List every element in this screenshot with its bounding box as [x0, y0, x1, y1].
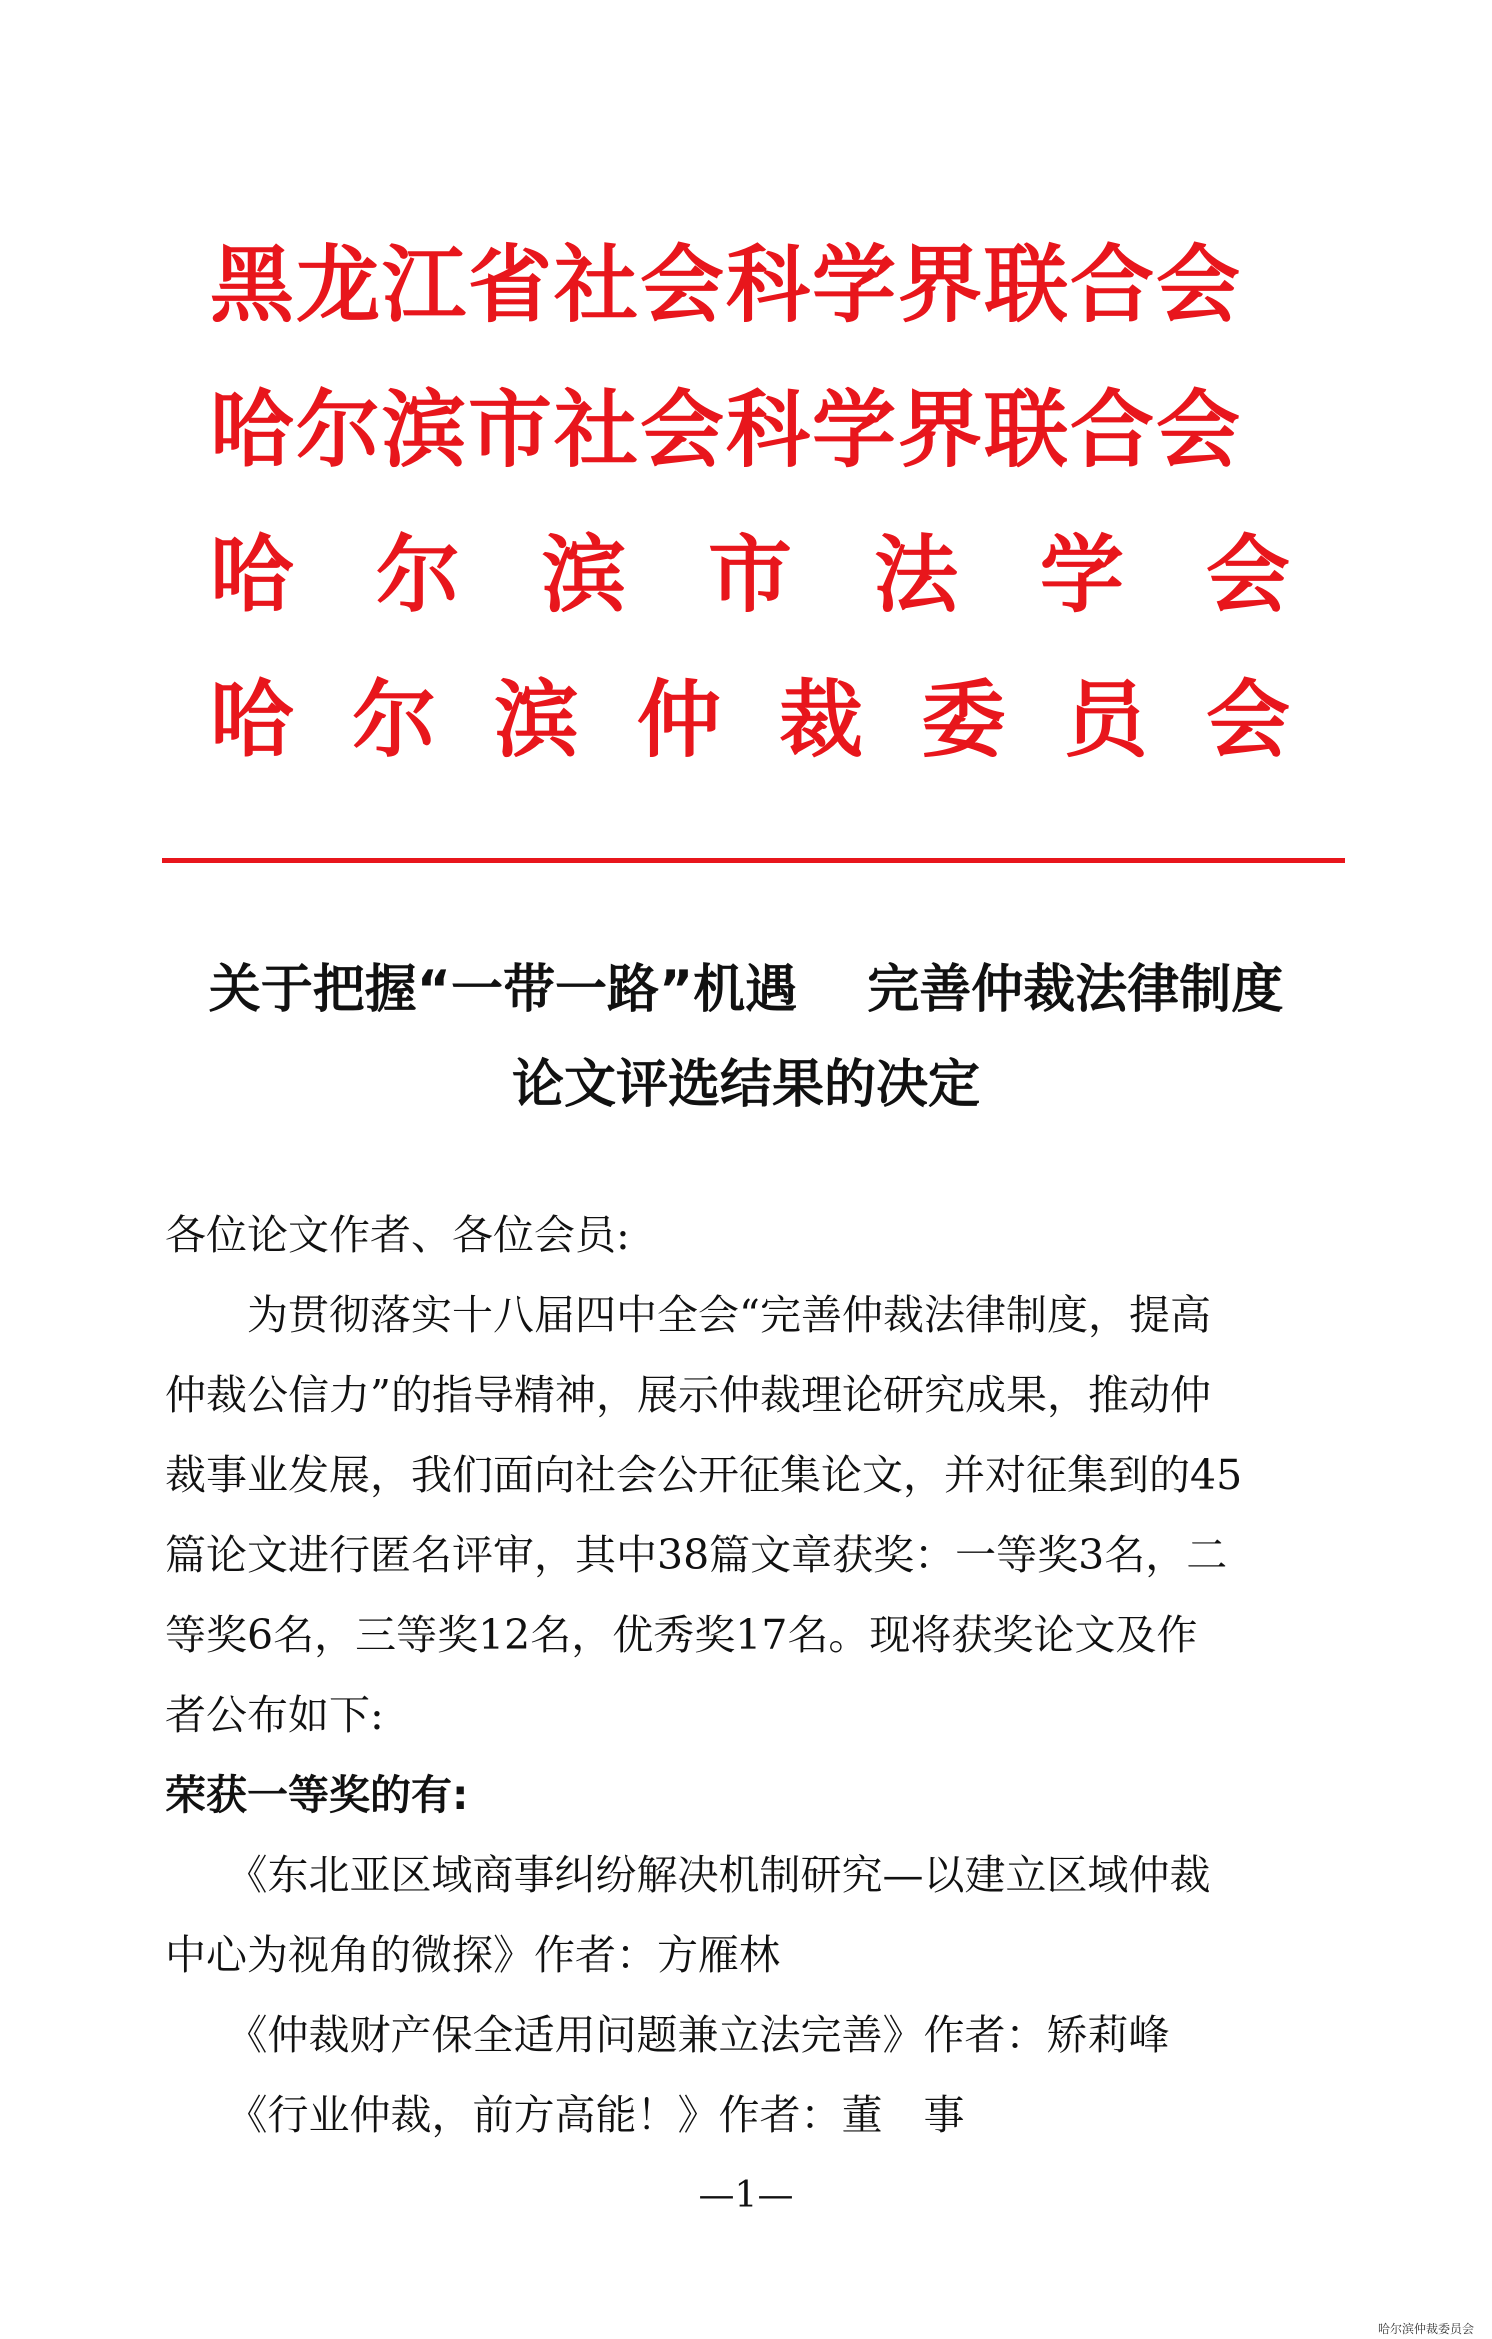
header-org-4-char: 委 — [921, 671, 1006, 769]
header-org-3-char: 尔 — [375, 526, 460, 624]
header-org-3-char: 哈 — [210, 526, 295, 624]
header-org-4-char: 仲 — [636, 671, 721, 769]
paragraph-line: 仲裁公信力”的指导精神，展示仲裁理论研究成果，推动仲 — [165, 1371, 1211, 1419]
header-org-3-char: 法 — [873, 526, 958, 624]
award-entry: 《仲裁财产保全适用问题兼立法完善》作者：矫莉峰 — [165, 2011, 1170, 2059]
header-org-4-char: 滨 — [494, 671, 579, 769]
header-divider — [162, 858, 1345, 863]
salutation: 各位论文作者、各位会员: — [165, 1211, 630, 1259]
doc-title-line-1: 关于把握“一带一路”机遇 完善仲裁法律制度 — [208, 960, 1284, 1020]
header-org-4-char: 裁 — [779, 671, 864, 769]
first-prize-heading: 荣获一等奖的有: — [165, 1771, 469, 1819]
header-org-3-char: 市 — [707, 526, 792, 624]
header-org-4-char: 哈 — [210, 671, 295, 769]
header-org-2: 哈尔滨市社会科学界联合会 — [210, 381, 1243, 479]
doc-title-line-2: 论文评选结果的决定 — [511, 1055, 980, 1115]
paragraph-line: 篇论文进行匿名评审，其中38篇文章获奖：一等奖3名，二 — [165, 1531, 1228, 1579]
header-org-3-char: 会 — [1205, 526, 1290, 624]
paragraph-line: 等奖6名，三等奖12名，优秀奖17名。现将获奖论文及作 — [165, 1611, 1198, 1659]
page-number: —1— — [698, 2175, 794, 2216]
award-entry: 《东北亚区域商事纠纷解决机制研究—以建立区域仲裁 — [165, 1851, 1211, 1899]
header-org-1: 黑龙江省社会科学界联合会 — [210, 236, 1243, 334]
corner-watermark: 哈尔滨仲裁委员会 — [1377, 2322, 1474, 2336]
award-entry: 中心为视角的微探》作者：方雁林 — [165, 1931, 780, 1979]
header-org-3-char: 滨 — [541, 526, 626, 624]
header-org-4-char: 会 — [1205, 671, 1290, 769]
header-org-3-char: 学 — [1039, 526, 1124, 624]
header-org-4-char: 员 — [1063, 671, 1148, 769]
paragraph-line: 为贯彻落实十八届四中全会“完善仲裁法律制度，提高 — [165, 1291, 1211, 1339]
header-org-4-char: 尔 — [352, 671, 437, 769]
paragraph-line: 者公布如下: — [165, 1691, 384, 1739]
header-org-3 — [210, 520, 1290, 630]
header-org-4 — [210, 665, 1290, 775]
paragraph-line: 裁事业发展，我们面向社会公开征集论文，并对征集到的45 — [165, 1451, 1243, 1499]
award-entry: 《行业仲裁，前方高能！》作者：董 事 — [165, 2091, 965, 2139]
